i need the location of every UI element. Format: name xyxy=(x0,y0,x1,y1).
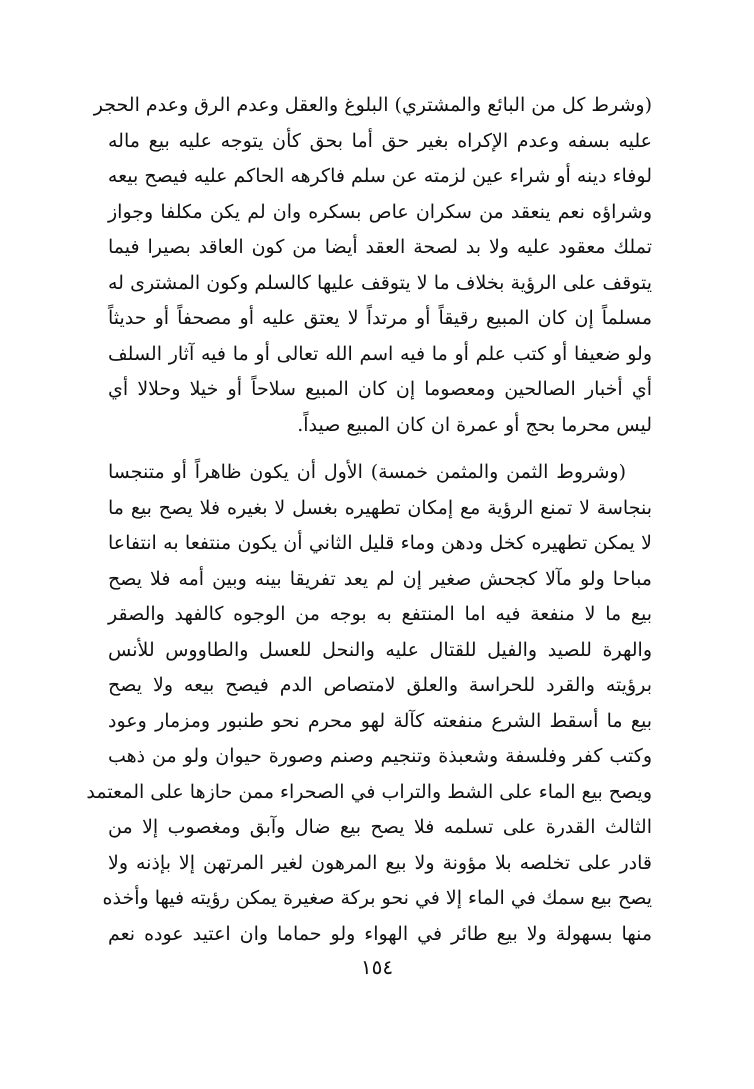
text-line: الثالث القدرة على تسلمه فلا يصح بيع ضال وآبق ومغصوب إلا من xyxy=(108,816,652,838)
text-line: بيع ما لا منفعة فيه اما المنتفع به بوجه من الوجوه كالفهد والصقر xyxy=(108,603,652,625)
text-line: ويصح بيع الماء على الشط والتراب في الصحراء ممن حازها على المعتمد xyxy=(86,780,652,803)
text-line: عليه بسفه وعدم الإكراه بغير حق أما بحق كأن يتوجه عليه بيع ماله xyxy=(108,129,652,152)
text-line: بنجاسة لا تمنع الرؤية مع إمكان تطهيره بغسل لا بغيره فلا يصح بيع ما xyxy=(108,496,652,519)
text-line: وكتب كفر وفلسفة وشعبذة وتنجيم وصنم وصورة حيوان ولو من ذهب xyxy=(108,745,652,767)
text-line: مسلماً إن كان المبيع رقيقاً أو مرتداً لا يعتق عليه أو مصحفاً أو حديثاً xyxy=(108,307,652,329)
text-line: منها بسهولة ولا بيع طائر في الهواء ولو حماما وان اعتيد عوده نعم xyxy=(108,922,652,945)
text-line: (وشروط الثمن والمثمن خمسة) الأول أن يكون ظاهراً أو متنجسا xyxy=(108,461,626,483)
text-line: أي أخبار الصالحين ومعصوما إن كان المبيع سلاحاً أو خيلا وحلالا أي xyxy=(108,378,652,400)
paragraph-seller-buyer-conditions xyxy=(93,88,652,443)
paragraph-price-and-item-conditions xyxy=(86,455,652,952)
text-line: مباحا ولو مآلا كجحش صغير إن لم يعد تفريقا بينه وبين أمه فلا يصح xyxy=(108,567,652,590)
page-number: ١٥٤ xyxy=(360,955,394,979)
text-line: وشراؤه نعم ينعقد من سكران عاص بسكره وان لم يكن مكلفا وجواز xyxy=(108,200,652,223)
text-line: والهرة للصيد والفيل للقتال عليه والنحل للعسل والطاووس للأنس xyxy=(108,638,652,661)
text-line: ليس محرما بحج أو عمرة ان كان المبيع صيداً. xyxy=(297,413,652,436)
text-line: برؤيته والقرد للحراسة والعلق لامتصاص الدم فيصح بيعه ولا يصح xyxy=(108,674,652,696)
text-line: لا يمكن تطهيره كخل ودهن وماء قليل الثاني أن يكون منتفعا به انتفاعا xyxy=(108,532,652,554)
text-line: بيع ما أسقط الشرع منفعته كآلة لهو محرم نحو طنبور ومزمار وعود xyxy=(108,709,652,732)
text-line: قادر على تخلصه بلا مؤونة ولا بيع المرهون لغير المرتهن إلا بإذنه ولا xyxy=(108,851,652,874)
text-line: لوفاء دينه أو شراء عين لزمته عن سلم فاكرهه الحاكم عليه فيصح بيعه xyxy=(107,165,652,187)
text-line: تملك معقود عليه ولا بد لصحة العقد أيضا من كون العاقد بصيرا فيما xyxy=(108,236,652,258)
text-line: يتوقف على الرؤية بخلاف ما لا يتوقف عليها كالسلم وكون المشترى له xyxy=(108,271,652,294)
text-line: يصح بيع سمك في الماء إلا في نحو بركة صغيرة يمكن رؤيته فيها وأخذه xyxy=(102,887,652,909)
text-line: (وشرط كل من البائع والمشتري) البلوغ والعقل وعدم الرق وعدم الحجر xyxy=(93,94,652,116)
text-line: ولو ضعيفا أو كتب علم أو ما فيه اسم الله تعالى أو ما فيه آثار السلف xyxy=(108,342,652,365)
